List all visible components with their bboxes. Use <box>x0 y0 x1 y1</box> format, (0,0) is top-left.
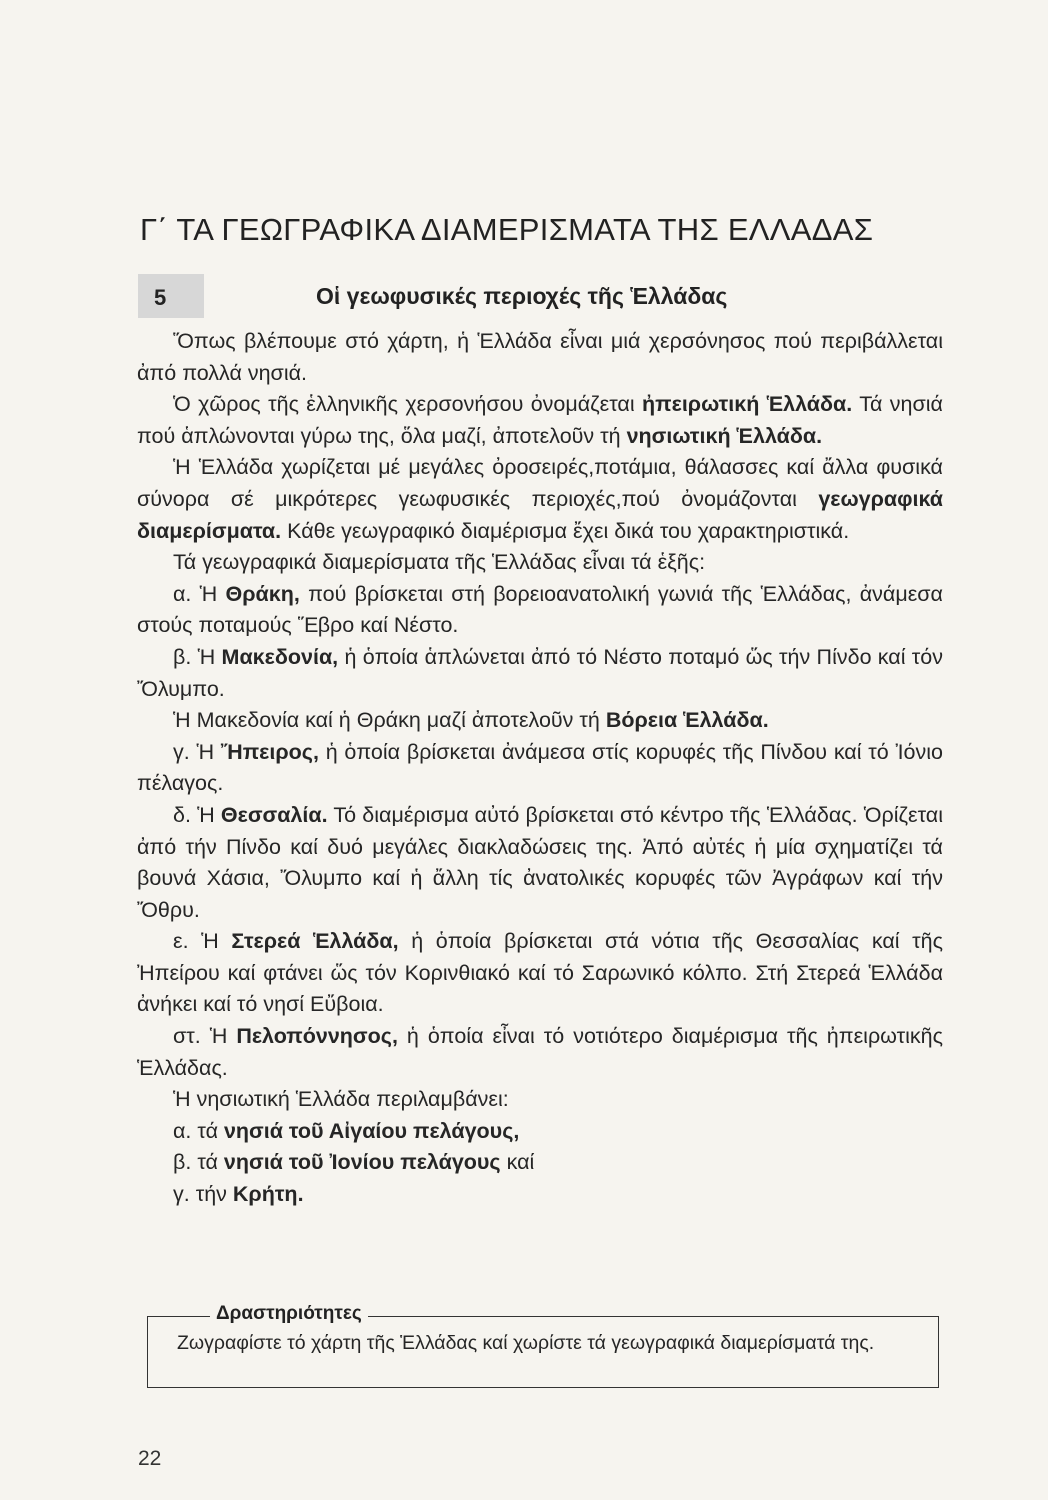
text-segment: καί <box>500 1150 535 1175</box>
text-segment: Ἡ νησιωτική Ἑλλάδα περιλαμβάνει: <box>173 1087 509 1112</box>
list-item-aegean-islands <box>137 1116 943 1148</box>
activities-title: Δραστηριότητες <box>210 1303 368 1325</box>
paragraph-mainland-islands <box>137 389 943 452</box>
list-item-crete <box>137 1179 943 1211</box>
term-ionian-islands: νησιά τοῦ Ἰονίου πελάγους <box>223 1150 501 1175</box>
paragraph-island-intro <box>137 1084 943 1116</box>
text-segment: Ἡ Ἑλλάδα χωρίζεται μέ μεγάλες ὀροσειρές,ποτάμια, θάλασσες καί ἄλλα φυσικά σύνορα σέ μικρότερες γεωφυσικές περιοχές,πού ὀνομάζονται <box>137 455 943 511</box>
paragraph-northern-greece <box>137 705 943 737</box>
list-item-epirus <box>137 737 943 800</box>
text-segment: ἡ ὁποία εἶναι τό νοτιότερο διαμέρισμα τῆς ἠπειρωτικῆς Ἑλλάδας. <box>137 1024 943 1080</box>
text-segment: στ. Ἡ <box>173 1024 237 1049</box>
lesson-body <box>137 326 943 1211</box>
text-segment: πού βρίσκεται στή βορειοανατολική γωνιά τῆς Ἑλλάδας, ἀνάμεσα στούς ποταμούς Ἕβρο καί Νέστο. <box>137 581 943 638</box>
text-segment: Τά γεωγραφικά διαμερίσματα τῆς Ἑλλάδας εἶναι τά ἑξῆς: <box>173 550 706 575</box>
term-island-greece: νησιωτική Ἑλλάδα. <box>626 423 823 448</box>
paragraph-intro-text: Ὅπως βλέπουμε στό χάρτη, ἡ Ἑλλάδα εἶναι μιά χερσόνησος πού περιβάλλεται ἀπό πολλά νησιά. <box>137 329 943 385</box>
text-segment: ἡ ὁποία βρίσκεται στά νότια τῆς Θεσσαλίας καί τῆς Ἠπείρου καί φτάνει ὥς τόν Κορινθιακό καί τό Σαρωνικό κόλπο. Στή Στερεά Ἑλλάδα ἀνήκει καί τό νησί Εὔβοια. <box>137 929 943 1017</box>
term-epirus: Ἤπειρος, <box>220 739 319 764</box>
activities-text: Ζωγραφίστε τό χάρτη τῆς Ἑλλάδας καί χωρίστε τά γεωγραφικά διαμερίσματά της. <box>177 1332 875 1354</box>
paragraph-intro <box>137 326 943 389</box>
term-crete: Κρήτη. <box>232 1182 304 1207</box>
text-segment: ε. Ἡ <box>173 929 232 954</box>
term-thrace: Θράκη, <box>225 581 300 606</box>
text-segment: δ. Ἡ <box>173 802 221 827</box>
term-peloponnese: Πελοπόννησος, <box>236 1024 398 1049</box>
term-northern-greece: Βόρεια Ἑλλάδα. <box>605 708 769 733</box>
text-segment: γ. τήν <box>173 1182 233 1207</box>
paragraph-divisions <box>137 452 943 547</box>
term-aegean-islands: νησιά τοῦ Αἰγαίου πελάγους, <box>223 1118 520 1143</box>
text-segment: Τό διαμέρισμα αὐτό βρίσκεται στό κέντρο τῆς Ἑλλάδας. Ὁρίζεται ἀπό τήν Πίνδο καί δυό μεγάλες διακλαδώσεις της. Ἀπό αὐτές ἡ μία σχηματίζει τά βουνά Χάσια, Ὄλυμπο καί ἡ ἄλλη τίς ἀνατολικές κορυφές τῶν Ἀγράφων καί τήν Ὄθρυ. <box>137 802 943 922</box>
term-mainland-greece: ἠπειρωτική Ἑλλάδα. <box>642 392 853 417</box>
term-geographic-divisions: γεωγραφικά διαμερίσματα. <box>137 486 943 543</box>
text-segment: ἡ ὁποία ἁπλώνεται ἀπό τό Νέστο ποταμό ὥς τήν Πίνδο καί τόν Ὄλυμπο. <box>137 644 943 701</box>
text-segment: Ἡ Μακεδονία καί ἡ Θράκη μαζί ἀποτελοῦν τή <box>173 708 606 733</box>
text-segment: Ὁ χῶρος τῆς ἑλληνικῆς χερσονήσου ὀνομάζεται <box>173 392 643 417</box>
list-item-ionian-islands <box>137 1147 943 1179</box>
page-number: 22 <box>138 1447 162 1470</box>
list-item-peloponnese <box>137 1021 943 1084</box>
term-thessaly: Θεσσαλία. <box>220 802 328 827</box>
text-segment: γ. Ἡ <box>173 739 221 764</box>
list-item-central-greece <box>137 926 943 1021</box>
lesson-title: Οἱ γεωφυσικές περιοχές τῆς Ἑλλάδας <box>316 283 728 309</box>
term-central-greece: Στερεά Ἑλλάδα, <box>231 929 399 954</box>
text-segment: β. τά <box>173 1150 224 1175</box>
list-item-thessaly <box>137 800 943 926</box>
term-macedonia: Μακεδονία, <box>221 644 339 669</box>
paragraph-divisions-list-intro <box>137 547 943 579</box>
lesson-number-badge <box>138 274 204 318</box>
list-item-thrace <box>137 579 943 642</box>
text-segment: α. Ἡ <box>173 581 226 606</box>
text-segment: Τά νησιά πού ἁπλώνονται γύρω της, ὅλα μαζί, ἀποτελοῦν τή <box>137 392 943 448</box>
text-segment: ἡ ὁποία βρίσκεται ἀνάμεσα στίς κορυφές τῆς Πίνδου καί τό Ἰόνιο πέλαγος. <box>137 739 943 796</box>
text-segment: α. τά <box>173 1118 224 1143</box>
text-segment: Κάθε γεωγραφικό διαμέρισμα ἔχει δικά του χαρακτηριστικά. <box>281 518 850 543</box>
text-segment: β. Ἡ <box>173 644 222 669</box>
list-item-macedonia <box>137 642 943 705</box>
lesson-number: 5 <box>154 285 167 310</box>
chapter-title: Γ΄ ΤΑ ΓΕΩΓΡΑΦΙΚΑ ΔΙΑΜΕΡΙΣΜΑΤΑ ΤΗΣ ΕΛΛΑΔΑΣ <box>140 212 874 247</box>
